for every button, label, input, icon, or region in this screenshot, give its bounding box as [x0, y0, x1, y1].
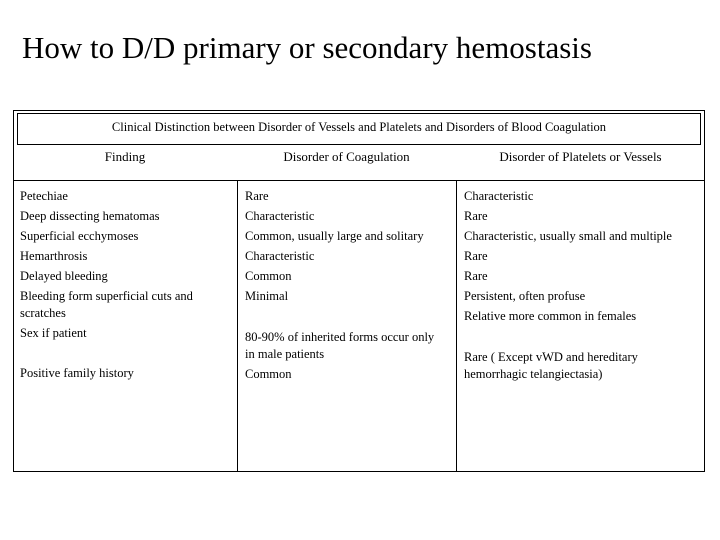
finding-cell: Petechiae: [20, 189, 68, 203]
platelets-cell: Rare ( Except vWD and hereditary hemorrhagic telangiectasia): [464, 350, 638, 381]
platelets-cell: Characteristic: [464, 189, 534, 203]
coagulation-cell: Common: [245, 367, 292, 381]
column-divider-1: [237, 180, 238, 472]
finding-cell: Hemarthrosis: [20, 249, 88, 263]
slide-title: How to D/D primary or secondary hemostasis: [22, 30, 592, 65]
platelets-cell: Persistent, often profuse: [464, 289, 586, 303]
coagulation-cell: Common, usually large and solitary: [245, 229, 424, 243]
finding-cell: Sex if patient: [20, 326, 87, 340]
header-platelets-vessels: Disorder of Platelets or Vessels: [499, 149, 662, 164]
coagulation-column: [245, 186, 450, 384]
finding-column: [20, 186, 230, 383]
platelets-column: [464, 186, 702, 383]
header-coagulation: Disorder of Coagulation: [283, 149, 410, 164]
finding-cell: Delayed bleeding: [20, 269, 108, 283]
coagulation-cell: Minimal: [245, 289, 289, 303]
platelets-cell: Rare: [464, 249, 488, 263]
platelets-cell: Relative more common in females: [464, 309, 637, 323]
table-caption: Clinical Distinction between Disorder of Vessels and Platelets and Disorders of Blood Coagulation: [17, 113, 701, 145]
finding-cell: Bleeding form superficial cuts and scratches: [20, 289, 193, 320]
finding-cell: Superficial ecchymoses: [20, 229, 139, 243]
platelets-cell: Rare: [464, 209, 488, 223]
column-divider-2: [456, 180, 457, 472]
coagulation-cell: Characteristic: [245, 249, 315, 263]
finding-cell: Positive family history: [20, 366, 134, 380]
platelets-cell: Rare: [464, 269, 488, 283]
header-finding: Finding: [104, 149, 146, 164]
coagulation-cell: Rare: [245, 189, 269, 203]
finding-cell: Deep dissecting hematomas: [20, 209, 160, 223]
coagulation-cell: 80-90% of inherited forms occur only in male patients: [245, 330, 435, 361]
platelets-cell: Characteristic, usually small and multiple: [464, 229, 672, 243]
coagulation-cell: Characteristic: [245, 209, 315, 223]
header-divider: [13, 180, 705, 181]
coagulation-cell: Common: [245, 269, 292, 283]
